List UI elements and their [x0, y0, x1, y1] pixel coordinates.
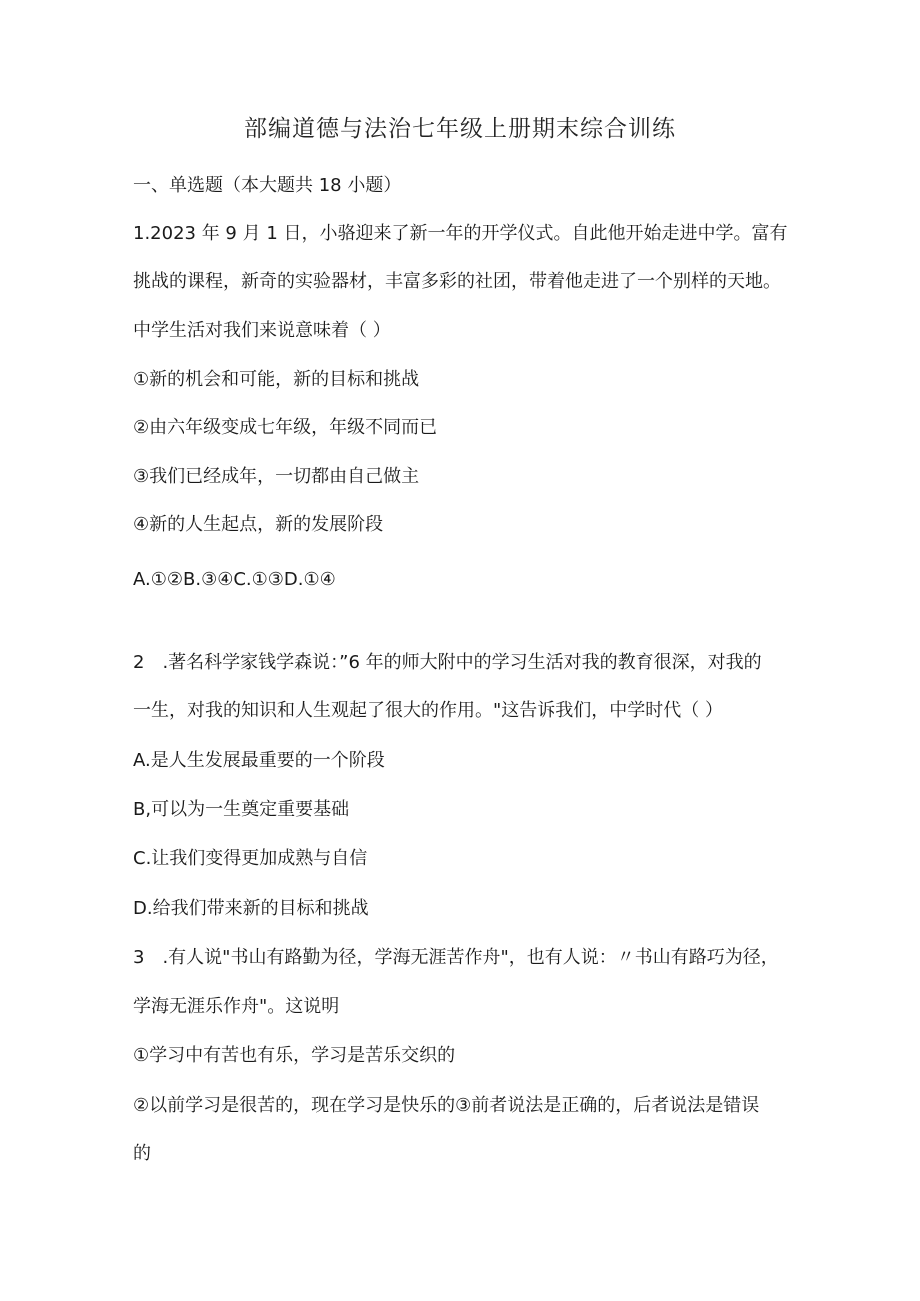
q1-stem-line1: 1.2023 年 9 月 1 日，小骆迎来了新一年的开学仪式。自此他开始走进中学。富有 [133, 223, 788, 244]
section-heading: 一、单选题（本大题共 18 小题） [133, 175, 402, 196]
q2-option-d: D.给我们带来新的目标和挑战 [133, 898, 369, 919]
q3-stem-line1: 3 .有人说"书山有路勤为径，学海无涯苦作舟"，也有人说：〃书山有路巧为径， [133, 947, 779, 968]
q2-stem-line2: 一生，对我的知识和人生观起了很大的作用。"这告诉我们，中学时代（ ） [133, 700, 723, 721]
document-title: 部编道德与法治七年级上册期末综合训练 [244, 116, 676, 142]
q2-option-a: A.是人生发展最重要的一个阶段 [133, 750, 385, 771]
q1-item-4: ④新的人生起点，新的发展阶段 [133, 514, 384, 535]
q2-stem-line1: 2 .著名科学家钱学森说：”6 年的师大附中的学习生活对我的教育很深，对我的 [133, 652, 762, 673]
q3-item-1: ①学习中有苦也有乐，学习是苦乐交织的 [133, 1045, 456, 1066]
q3-item-2-line2: 的 [133, 1143, 151, 1164]
q1-item-3: ③我们已经成年，一切都由自己做主 [133, 466, 420, 487]
q1-item-2: ②由六年级变成七年级，年级不同而已 [133, 417, 438, 438]
q2-option-b: B,可以为一生奠定重要基础 [133, 799, 350, 820]
q1-stem-line2: 挑战的课程，新奇的实验器材，丰富多彩的社团，带着他走进了一个别样的天地。 [133, 271, 781, 292]
q1-item-1: ①新的机会和可能，新的目标和挑战 [133, 369, 420, 390]
q3-item-2-line1: ②以前学习是很苦的，现在学习是快乐的③前者说法是正确的，后者说法是错误 [133, 1095, 760, 1116]
q1-stem-line3: 中学生活对我们来说意味着（ ） [133, 320, 391, 341]
q3-stem-line2: 学海无涯乐作舟"。这说明 [133, 996, 340, 1017]
q2-option-c: C.让我们变得更加成熟与自信 [133, 848, 368, 869]
q1-options: A.①②B.③④C.①③D.①④ [133, 569, 336, 590]
